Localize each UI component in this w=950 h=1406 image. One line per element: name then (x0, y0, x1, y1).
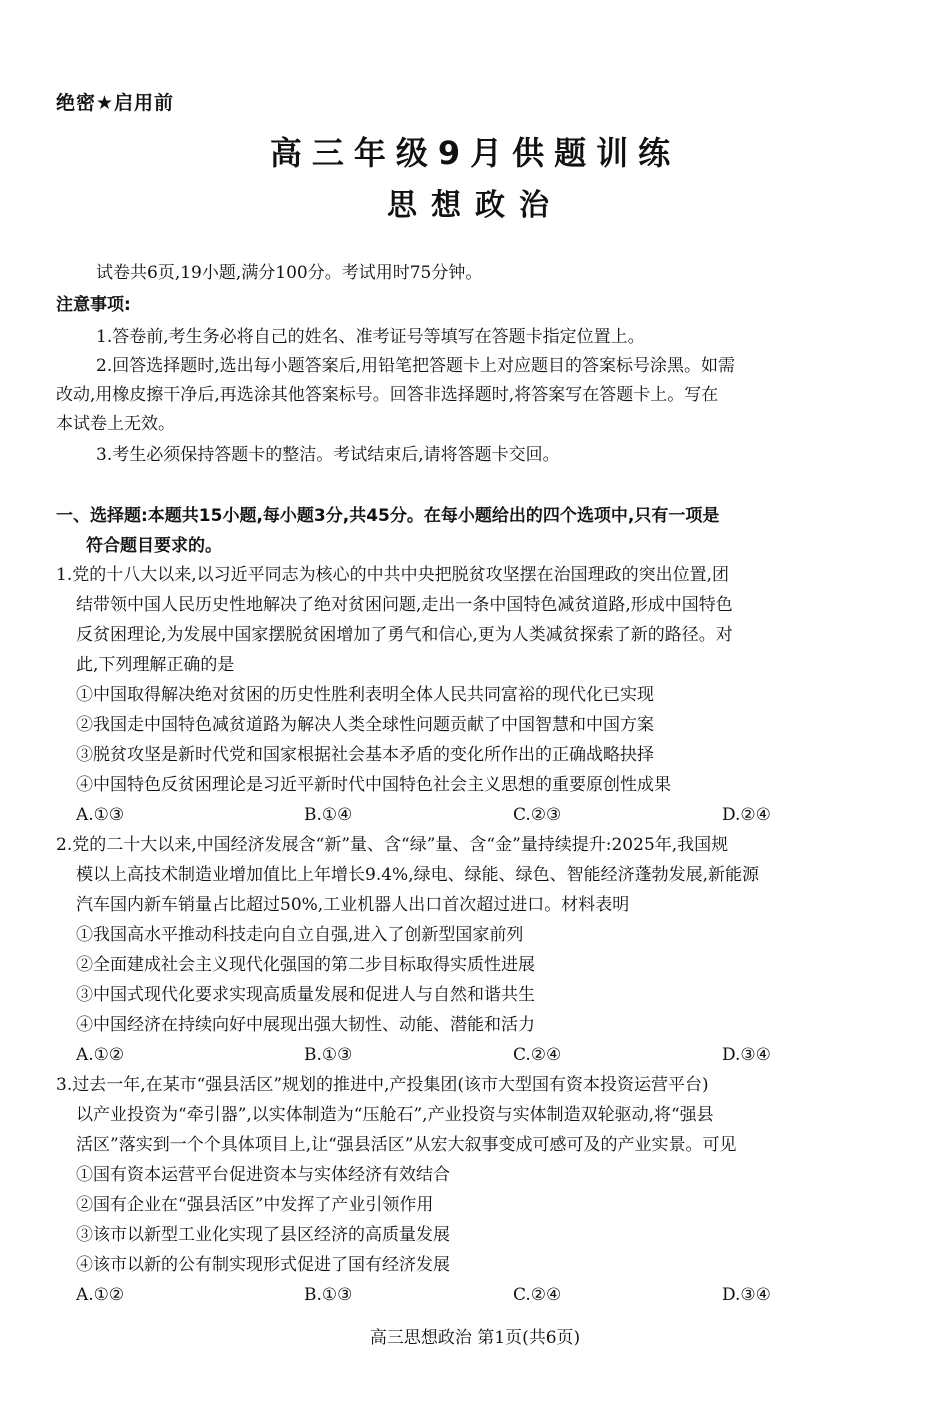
question-3-option-d: D.③④ (722, 1285, 771, 1305)
question-3-item: ③该市以新型工业化实现了县区经济的高质量发展 (76, 1225, 450, 1245)
notice-heading: 注意事项: (56, 295, 131, 315)
subject-title: 思想政治 (387, 188, 563, 223)
question-2-item: ③中国式现代化要求实现高质量发展和促进人与自然和谐共生 (76, 985, 535, 1005)
question-3-item: ④该市以新的公有制实现形式促进了国有经济发展 (76, 1255, 450, 1275)
question-3-item: ①国有资本运营平台促进资本与实体经济有效结合 (76, 1165, 450, 1185)
question-3-option-a: A.①② (76, 1285, 125, 1305)
exam-intro: 试卷共6页,19小题,满分100分。考试用时75分钟。 (96, 263, 483, 283)
question-2-option-d: D.③④ (722, 1045, 771, 1065)
question-3-option-b: B.①③ (304, 1285, 353, 1305)
question-1-option-c: C.②③ (513, 805, 562, 825)
notice-line: 1.答卷前,考生务必将自己的姓名、准考证号等填写在答题卡指定位置上。 (96, 327, 645, 347)
question-2-option-a: A.①② (76, 1045, 125, 1065)
question-3-option-c: C.②④ (513, 1285, 562, 1305)
question-1-stem: 1.党的十八大以来,以习近平同志为核心的中共中央把脱贫攻坚摆在治国理政的突出位置,团 (56, 565, 730, 585)
notice-line: 本试卷上无效。 (56, 414, 175, 434)
question-1-item: ④中国特色反贫困理论是习近平新时代中国特色社会主义思想的重要原创性成果 (76, 775, 671, 795)
notice-line: 2.回答选择题时,选出每小题答案后,用铅笔把答题卡上对应题目的答案标号涂黑。如需 (96, 356, 736, 376)
exam-title: 高三年级9月供题训练 (269, 134, 681, 172)
question-2-item: ④中国经济在持续向好中展现出强大韧性、动能、潜能和活力 (76, 1015, 535, 1035)
question-2-item: ①我国高水平推动科技走向自立自强,进入了创新型国家前列 (76, 925, 524, 945)
question-3-stem: 以产业投资为“牵引器”,以实体制造为“压舱石”,产业投资与实体制造双轮驱动,将“强县 (76, 1105, 714, 1125)
question-3-item: ②国有企业在“强县活区”中发挥了产业引领作用 (76, 1195, 434, 1215)
question-2-option-c: C.②④ (513, 1045, 562, 1065)
question-2-stem: 汽车国内新车销量占比超过50%,工业机器人出口首次超过进口。材料表明 (76, 895, 630, 915)
question-1-item: ②我国走中国特色减贫道路为解决人类全球性问题贡献了中国智慧和中国方案 (76, 715, 654, 735)
page-footer: 高三思想政治 第1页(共6页) (369, 1328, 581, 1348)
question-1-option-a: A.①③ (76, 805, 125, 825)
question-2-stem: 模以上高技术制造业增加值比上年增长9.4%,绿电、绿能、绿色、智能经济蓬勃发展,新能源 (76, 865, 759, 885)
confidential-label: 绝密★启用前 (56, 92, 175, 114)
question-1-stem: 此,下列理解正确的是 (76, 655, 235, 675)
question-1-option-d: D.②④ (722, 805, 771, 825)
question-1-item: ③脱贫攻坚是新时代党和国家根据社会基本矛盾的变化所作出的正确战略抉择 (76, 745, 654, 765)
question-1-option-b: B.①④ (304, 805, 353, 825)
notice-line: 3.考生必须保持答题卡的整洁。考试结束后,请将答题卡交回。 (96, 445, 560, 465)
section-heading: 一、选择题:本题共15小题,每小题3分,共45分。在每小题给出的四个选项中,只有一项是 (56, 506, 720, 526)
question-1-item: ①中国取得解决绝对贫困的历史性胜利表明全体人民共同富裕的现代化已实现 (76, 685, 654, 705)
question-3-stem: 活区”落实到一个个具体项目上,让“强县活区”从宏大叙事变成可感可及的产业实景。可见 (76, 1135, 737, 1155)
question-2-stem: 2.党的二十大以来,中国经济发展含“新”量、含“绿”量、含“金”量持续提升:2025年,我国规 (56, 835, 729, 855)
question-2-item: ②全面建成社会主义现代化强国的第二步目标取得实质性进展 (76, 955, 535, 975)
notice-line: 改动,用橡皮擦干净后,再选涂其他答案标号。回答非选择题时,将答案写在答题卡上。写在 (56, 385, 719, 405)
question-2-option-b: B.①③ (304, 1045, 353, 1065)
question-1-stem: 反贫困理论,为发展中国家摆脱贫困增加了勇气和信心,更为人类减贫探索了新的路径。对 (76, 625, 733, 645)
section-heading-cont: 符合题目要求的。 (86, 536, 222, 556)
question-1-stem: 结带领中国人民历史性地解决了绝对贫困问题,走出一条中国特色减贫道路,形成中国特色 (76, 595, 733, 615)
question-3-stem: 3.过去一年,在某市“强县活区”规划的推进中,产投集团(该市大型国有资本投资运营平台) (56, 1075, 709, 1095)
